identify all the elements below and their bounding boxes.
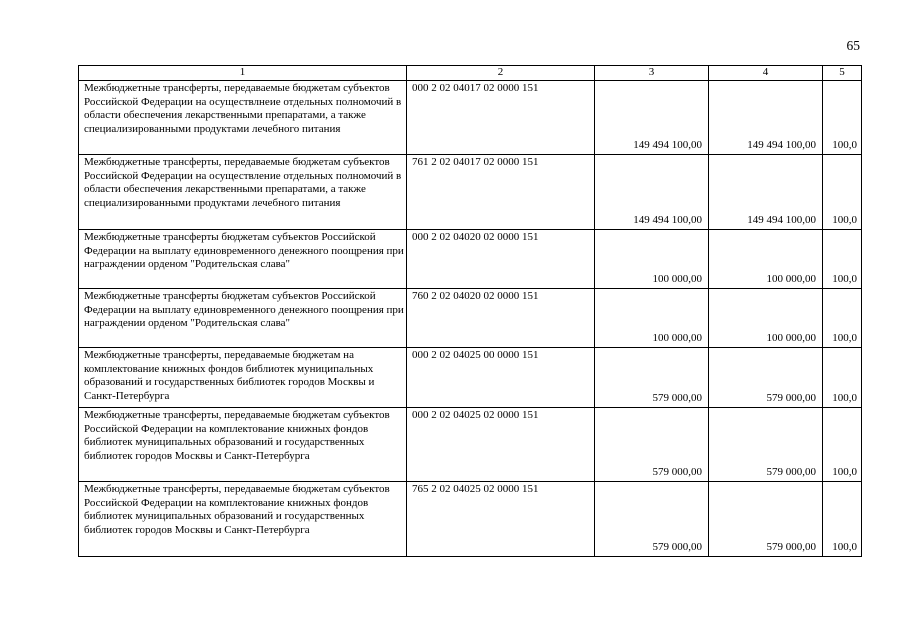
row-value-4: 579 000,00 xyxy=(709,348,823,408)
header-row xyxy=(79,66,862,81)
row-description: Межбюджетные трансферты бюджетам субъектов Российской Федерации на выплату единовременного денежного поощрения при награждении орденом "Родительская слава" xyxy=(79,230,407,289)
row-value-3: 149 494 100,00 xyxy=(595,81,709,155)
row-code: 000 2 02 04020 02 0000 151 xyxy=(407,230,595,289)
row-value-5: 100,0 xyxy=(823,408,862,482)
row-code: 760 2 02 04020 02 0000 151 xyxy=(407,289,595,348)
row-value-5: 100,0 xyxy=(823,482,862,557)
row-value-4: 149 494 100,00 xyxy=(709,81,823,155)
row-value-5: 100,0 xyxy=(823,155,862,230)
column-header-3: 3 xyxy=(595,66,709,81)
table-row xyxy=(79,289,862,348)
table-row xyxy=(79,348,862,408)
row-value-3: 100 000,00 xyxy=(595,230,709,289)
row-value-3: 149 494 100,00 xyxy=(595,155,709,230)
row-value-5: 100,0 xyxy=(823,289,862,348)
row-description: Межбюджетные трансферты, передаваемые бюджетам субъектов Российской Федерации на комплектование книжных фондов библиотек муниципальных образований и государственных библиотек городов Москвы и Санкт-Петербурга xyxy=(79,408,407,482)
table-row xyxy=(79,482,862,557)
row-description: Межбюджетные трансферты, передаваемые бюджетам субъектов Российской Федерации на осуществление отдельных полномочий в области обеспечения лекарственными препаратами, а также специализированными продуктами лечебного питания xyxy=(79,155,407,230)
table-row xyxy=(79,155,862,230)
row-value-3: 579 000,00 xyxy=(595,408,709,482)
row-value-4: 149 494 100,00 xyxy=(709,155,823,230)
row-code: 000 2 02 04017 02 0000 151 xyxy=(407,81,595,155)
budget-table xyxy=(78,65,862,557)
row-description: Межбюджетные трансферты, передаваемые бюджетам на комплектование книжных фондов библиотек муниципальных образований и государственных библиотек городов Москвы и Санкт-Петербурга xyxy=(79,348,407,408)
row-value-3: 579 000,00 xyxy=(595,482,709,557)
row-description: Межбюджетные трансферты, передаваемые бюджетам субъектов Российской Федерации на осуществлнеие отдельных полномочий в области обеспечения лекарственными препаратами, а также специализированными продуктами лечебного питания xyxy=(79,81,407,155)
row-value-4: 579 000,00 xyxy=(709,482,823,557)
row-description: Межбюджетные трансферты бюджетам субъектов Российской Федерации на выплату единовременного денежного поощрения при награждении орденом "Родительская слава" xyxy=(79,289,407,348)
column-header-5: 5 xyxy=(823,66,862,81)
row-value-3: 100 000,00 xyxy=(595,289,709,348)
row-value-5: 100,0 xyxy=(823,81,862,155)
row-value-4: 100 000,00 xyxy=(709,230,823,289)
column-header-1: 1 xyxy=(79,66,407,81)
column-header-4: 4 xyxy=(709,66,823,81)
table-row xyxy=(79,81,862,155)
row-value-5: 100,0 xyxy=(823,230,862,289)
row-code: 000 2 02 04025 02 0000 151 xyxy=(407,408,595,482)
row-code: 765 2 02 04025 02 0000 151 xyxy=(407,482,595,557)
row-value-5: 100,0 xyxy=(823,348,862,408)
page-number: 65 xyxy=(846,38,860,53)
row-value-3: 579 000,00 xyxy=(595,348,709,408)
row-value-4: 100 000,00 xyxy=(709,289,823,348)
row-code: 761 2 02 04017 02 0000 151 xyxy=(407,155,595,230)
table-row xyxy=(79,230,862,289)
row-value-4: 579 000,00 xyxy=(709,408,823,482)
column-header-2: 2 xyxy=(407,66,595,81)
row-description: Межбюджетные трансферты, передаваемые бюджетам субъектов Российской Федерации на комплектование книжных фондов библиотек муниципальных образований и государственных библиотек городов Москвы и Санкт-Петербурга xyxy=(79,482,407,557)
row-code: 000 2 02 04025 00 0000 151 xyxy=(407,348,595,408)
table-row xyxy=(79,408,862,482)
